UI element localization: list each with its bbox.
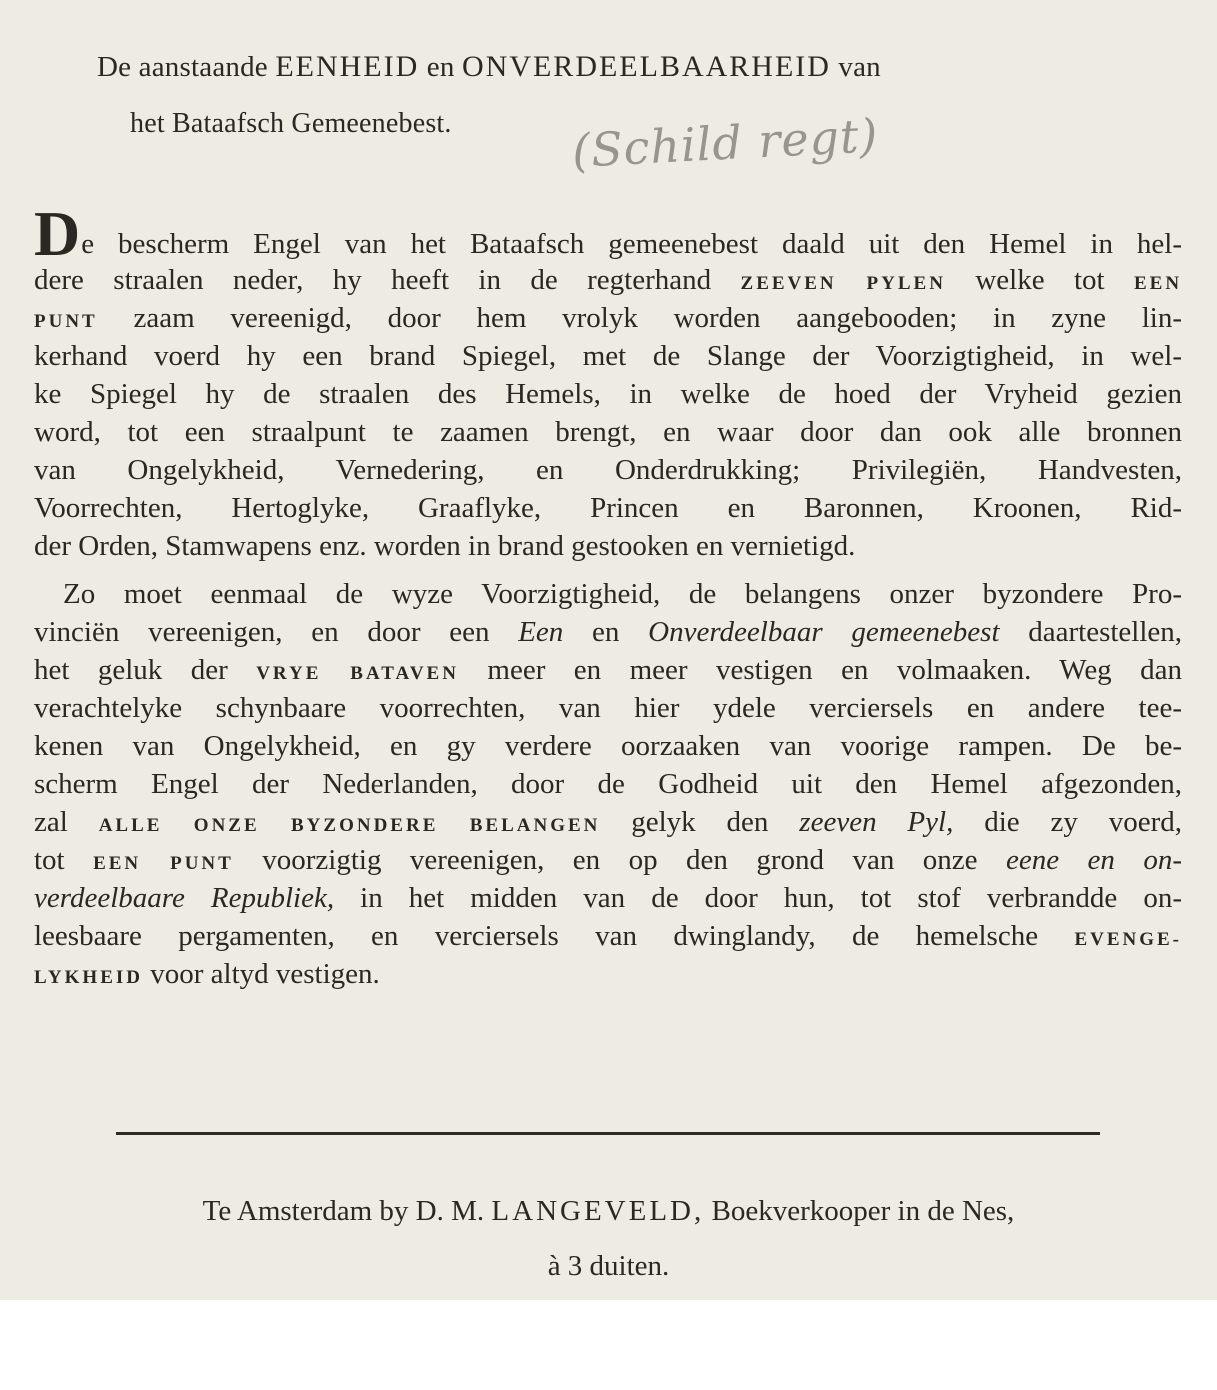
body-line-16: zal ALLE ONZE BYZONDERE BELANGEN gelyk den zeeven Pyl, die zy voerd, <box>34 806 1183 838</box>
body-line-6: word, tot een straalpunt te zaamen brengt, en waar door dan ook alle bronnen <box>34 416 1182 448</box>
title-line-2: het Bataafsch Gemeenebest. <box>130 108 452 139</box>
body-line-3: PUNT zaam vereenigd, door hem vrolyk worden aangebooden; in zyne lin- <box>34 302 1183 334</box>
body-line-17: tot EEN PUNT voorzigtig vereenigen, en op den grond van onze eene en on- <box>34 844 1183 876</box>
body-line-14: kenen van Ongelykheid, en gy verdere oorzaaken van voorige rampen. De be- <box>34 730 1182 762</box>
body-line-8: Voorrechten, Hertoglyke, Graaflyke, Princen en Baronnen, Kroonen, Rid- <box>34 492 1182 524</box>
imprint-line-1: Te Amsterdam by D. M. LANGEVELD, Boekverkooper in de Nes, <box>202 1195 1015 1227</box>
body-line-5: ke Spiegel hy de straalen des Hemels, in welke de hoed der Vryheid gezien <box>34 378 1182 410</box>
title-line-1: De aanstaande EENHEID en ONVERDEELBAARHEID van <box>97 50 881 83</box>
body-line-12: het geluk der VRYE BATAVEN meer en meer vestigen en volmaaken. Weg dan <box>34 654 1182 686</box>
body-line-9: der Orden, Stamwapens enz. worden in brand gestooken en vernietigd. <box>34 530 856 562</box>
body-line-2: dere straalen neder, hy heeft in de regterhand ZEEVEN PYLEN welke tot EEN <box>34 264 1183 296</box>
drop-cap: D <box>34 198 81 269</box>
body-line-11: vinciën vereenigen, en door een Een en Onverdeelbaar gemeenebest daartestellen, <box>34 616 1183 648</box>
body-line-13: verachtelyke schynbaare voorrechten, van hier ydele verciersels en andere tee- <box>34 692 1182 724</box>
body-line-15: scherm Engel der Nederlanden, door de Godheid uit den Hemel afgezonden, <box>34 768 1182 800</box>
body-line-1: De bescherm Engel van het Bataafsch gemeenebest daald uit den Hemel in hel- <box>34 198 1182 269</box>
title-onverdeelbaarheid: ONVERDEELBAARHEID <box>461 50 831 83</box>
handwritten-note: (Schild regt) <box>570 108 880 178</box>
body-line-20: LYKHEID voor altyd vestigen. <box>34 958 380 990</box>
body-line-19: leesbaare pergamenten, en verciersels van dwinglandy, de hemelsche EVENGE- <box>34 920 1183 952</box>
body-line-18: verdeelbaare Republiek, in het midden van de door hun, tot stof verbrandde on- <box>34 882 1183 914</box>
body-line-10: Zo moet eenmaal de wyze Voorzigtigheid, de belangens onzer byzondere Pro- <box>63 578 1182 610</box>
title-eenheid: EENHEID <box>275 50 420 83</box>
divider-rule <box>116 1132 1100 1135</box>
body-line-7: van Ongelykheid, Vernedering, en Onderdrukking; Privilegiën, Handvesten, <box>34 454 1182 486</box>
body-line-4: kerhand voerd hy een brand Spiegel, met de Slange der Voorzigtigheid, in wel- <box>34 340 1182 372</box>
imprint-price: à 3 duiten. <box>547 1250 670 1282</box>
